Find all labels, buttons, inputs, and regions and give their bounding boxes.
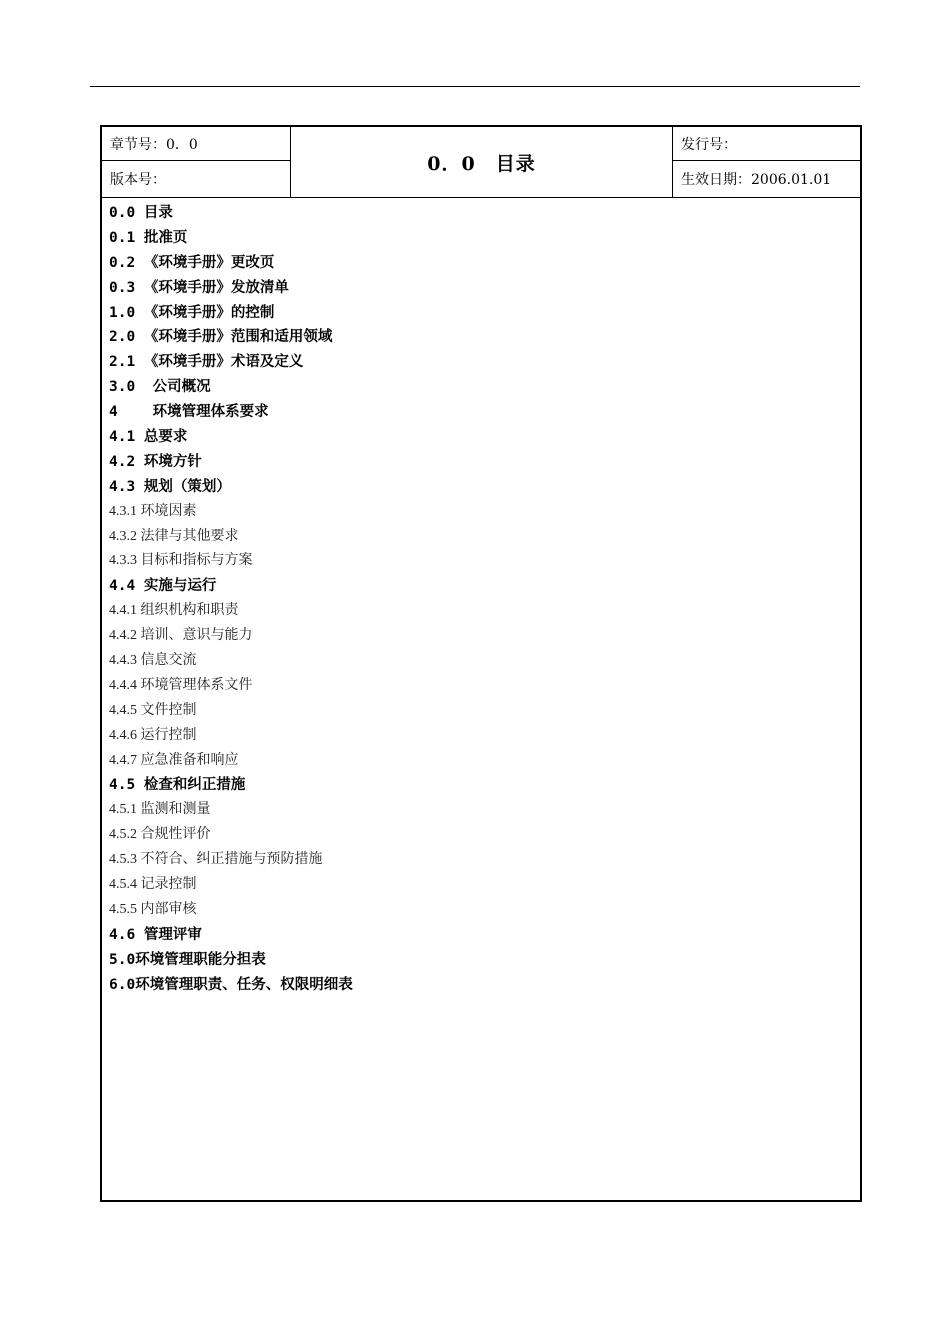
toc-subsection-entry[interactable]: 4.4.6 运行控制 (109, 727, 197, 743)
toc-section-entry[interactable]: 4 环境管理体系要求 (109, 404, 269, 421)
table-of-contents (109, 201, 353, 998)
toc-section-entry[interactable]: 0.1 批准页 (109, 229, 188, 246)
toc-subsection-entry[interactable]: 4.5.2 合规性评价 (109, 827, 211, 843)
toc-section-entry[interactable]: 4.1 总要求 (109, 429, 188, 446)
toc-subsection-entry[interactable]: 4.4.3 信息交流 (109, 653, 197, 669)
toc-subsection-entry[interactable]: 4.3.3 目标和指标与方案 (109, 553, 253, 569)
chapter-number: 章节号：0．0 (102, 127, 291, 161)
toc-subsection-entry[interactable]: 4.4.2 培训、意识与能力 (109, 628, 253, 644)
toc-section-entry[interactable]: 4.3 规划（策划） (109, 478, 231, 495)
toc-section-entry[interactable]: 0.0 目录 (109, 205, 173, 221)
toc-section-entry[interactable]: 2.1 《环境手册》术语及定义 (109, 354, 304, 371)
toc-subsection-entry[interactable]: 4.5.3 不符合、纠正措施与预防措施 (109, 852, 323, 868)
document-frame (100, 125, 862, 1202)
toc-section-entry[interactable]: 1.0 《环境手册》的控制 (109, 304, 275, 321)
toc-section-entry[interactable]: 0.3 《环境手册》发放清单 (109, 279, 289, 296)
toc-section-entry[interactable]: 0.2 《环境手册》更改页 (109, 254, 275, 271)
toc-section-entry[interactable]: 2.0 《环境手册》范围和适用领域 (109, 329, 333, 346)
toc-subsection-entry[interactable]: 4.4.4 环境管理体系文件 (109, 677, 253, 693)
document-header-table (102, 127, 860, 198)
toc-subsection-entry[interactable]: 4.3.1 环境因素 (109, 503, 197, 519)
toc-subsection-entry[interactable]: 4.4.5 文件控制 (109, 702, 197, 718)
header-rule (90, 86, 860, 87)
toc-section-entry[interactable]: 3.0 公司概况 (109, 379, 211, 396)
toc-section-entry[interactable]: 6.0环境管理职责、任务、权限明细表 (109, 976, 353, 993)
page-title: 0．0 目录 (427, 152, 536, 175)
toc-section-entry[interactable]: 5.0环境管理职能分担表 (109, 951, 266, 968)
toc-section-entry[interactable]: 4.2 环境方针 (109, 453, 202, 470)
toc-subsection-entry[interactable]: 4.5.5 内部审核 (109, 901, 197, 917)
toc-section-entry[interactable]: 4.5 检查和纠正措施 (109, 777, 246, 794)
toc-section-entry[interactable]: 4.4 实施与运行 (109, 578, 217, 595)
effective-date: 生效日期：2006.01.01 (672, 161, 860, 197)
toc-subsection-entry[interactable]: 4.5.1 监测和测量 (109, 802, 211, 818)
toc-subsection-entry[interactable]: 4.5.4 记录控制 (109, 877, 197, 893)
toc-section-entry[interactable]: 4.6 管理评审 (109, 926, 202, 943)
version-number: 版本号： (102, 161, 291, 197)
issue-number: 发行号： (672, 127, 860, 161)
toc-subsection-entry[interactable]: 4.4.7 应急准备和响应 (109, 752, 239, 768)
toc-subsection-entry[interactable]: 4.4.1 组织机构和职责 (109, 603, 239, 619)
toc-subsection-entry[interactable]: 4.3.2 法律与其他要求 (109, 528, 239, 544)
